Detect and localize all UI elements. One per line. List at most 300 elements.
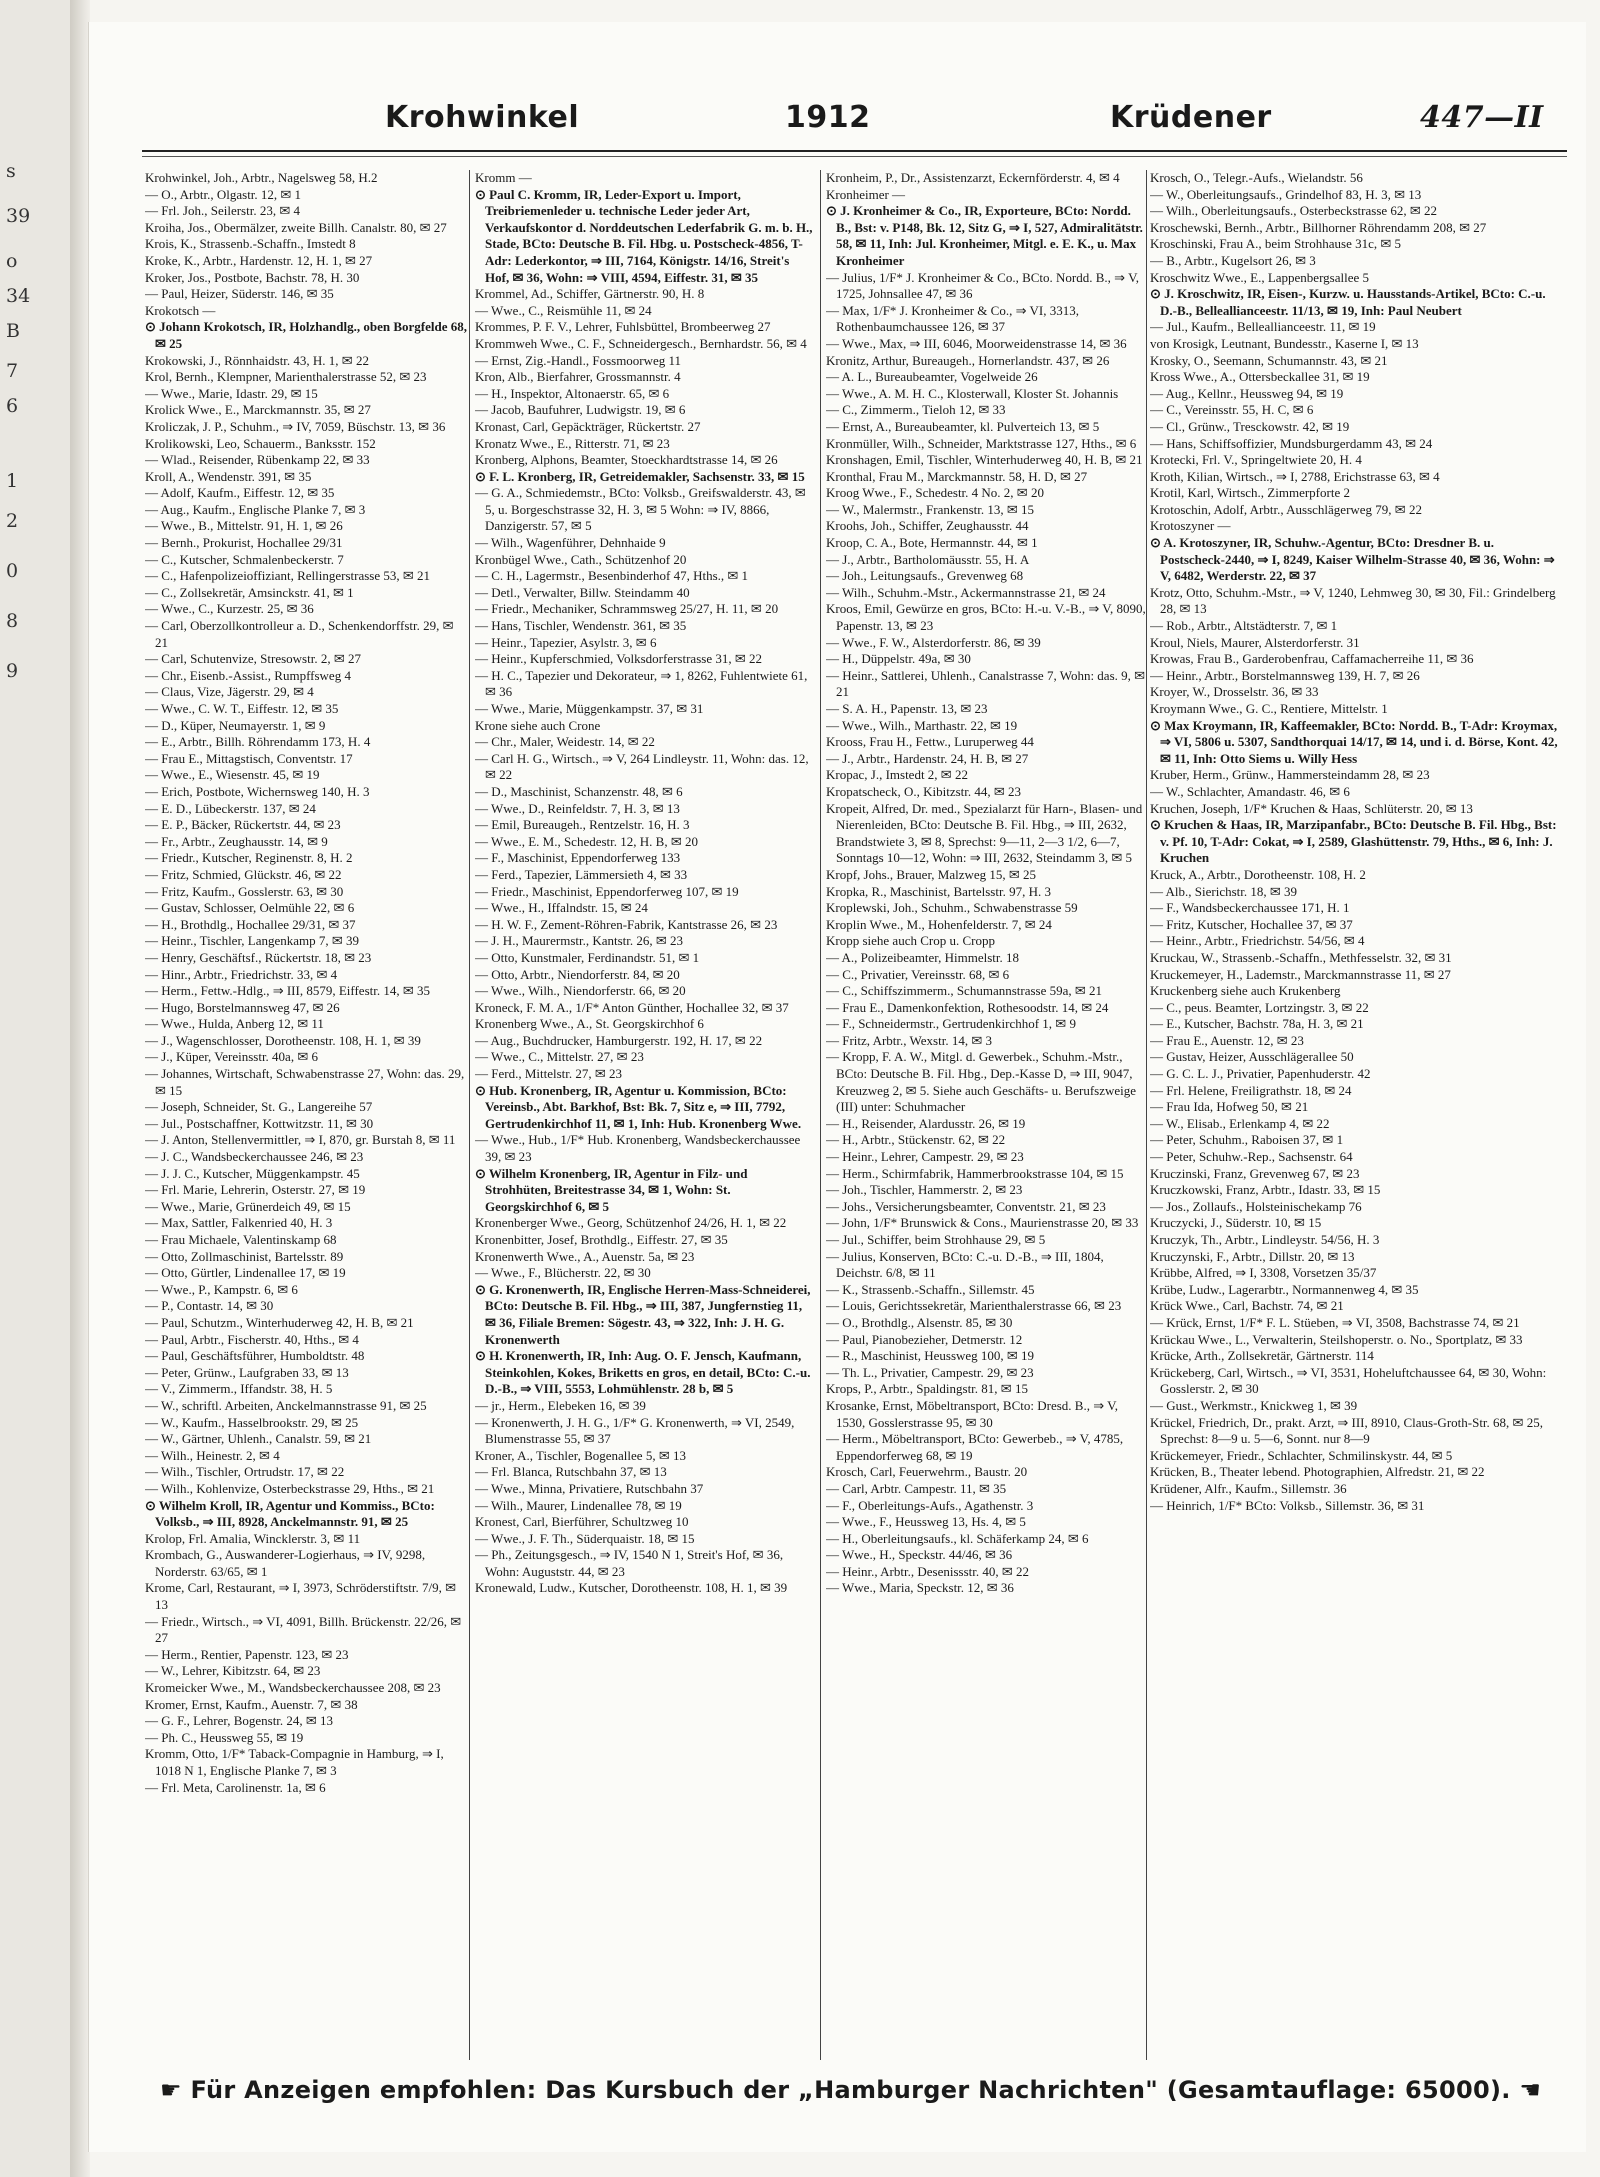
directory-entry: Kroop, C. A., Bote, Hermannstr. 44, ✉ 1 [826,535,1038,551]
directory-entry: — H., Reisender, Alardusstr. 26, ✉ 19 [826,1115,1026,1131]
directory-entry: — K., Strassenb.-Schaffn., Sillemstr. 45 [826,1281,1035,1297]
facing-page-fragment: 39 [6,205,31,227]
directory-entry: — Peter, Grünw., Laufgraben 33, ✉ 13 [145,1364,349,1380]
directory-entry: Kromer, Ernst, Kaufm., Auenstr. 7, ✉ 38 [145,1696,358,1712]
directory-entry: Kroschwitz Wwe., E., Lappenbergsallee 5 [1150,269,1370,285]
directory-entry: — Wwe., Hulda, Anberg 12, ✉ 11 [145,1016,324,1032]
directory-entry: — Wilh., Schuhm.-Mstr., Ackermannstrasse 21, ✉ 24 [826,584,1106,600]
directory-entry: Kronitz, Arthur, Bureaugeh., Hornerlandstr. 437, ✉ 26 [826,352,1110,368]
directory-entry: — Friedr., Mechaniker, Schrammsweg 25/27, H. 11, ✉ 20 [475,601,779,617]
directory-entry: — Wwe., J. F. Th., Süderquaistr. 18, ✉ 15 [475,1530,695,1546]
directory-entry: — Carl, Oberzollkontrolleur a. D., Schenkendorffstr. 29, ✉ 21 [145,618,454,650]
directory-entry: Kronberg, Alphons, Beamter, Stoeckhardtstrasse 14, ✉ 26 [475,452,778,468]
directory-entry: Kroneck, F. M. A., 1/F* Anton Günther, Hochallee 32, ✉ 37 [475,999,789,1015]
advertisement-footer [160,2076,1550,2116]
directory-entry: — Heinr., Arbtr., Desenissstr. 40, ✉ 22 [826,1563,1029,1579]
directory-entry: Kroke, K., Arbtr., Hardenstr. 12, H. 1, ✉ 27 [145,252,373,268]
directory-entry: Krückeberg, Carl, Wirtsch., ⇒ VI, 3531, Hoheluftchaussee 64, ✉ 30, Wohn: Gosslerstr. 2, ✉ 30 [1150,1364,1547,1397]
directory-entry: — Wwe., Marie, Grünerdeich 49, ✉ 15 [145,1198,351,1214]
directory-column-2 [475,170,815,2100]
directory-entry: — C., Zollsekretär, Amsinckstr. 41, ✉ 1 [145,584,354,600]
directory-entry: Kruckenberg siehe auch Krukenberg [1150,983,1341,999]
directory-entry: Krosch, Carl, Feuerwehrm., Baustr. 20 [826,1464,1028,1480]
directory-entry: — J. Anton, Stellenvermittler, ⇒ I, 870, gr. Burstah 8, ✉ 11 [145,1132,456,1148]
directory-entry: — Heinr., Arbtr., Borstelmannsweg 139, H. 7, ✉ 26 [1150,667,1420,683]
directory-entry: — H., Brothdlg., Hochallee 29/31, ✉ 37 [145,916,356,932]
directory-entry: — Gustav, Schlosser, Oelmühle 22, ✉ 6 [145,900,355,916]
directory-entry: — V., Zimmerm., Iffandstr. 38, H. 5 [145,1381,333,1397]
directory-entry: — G. A., Schmiedemstr., BCto: Volksb., Greifswalderstr. 43, ✉ 5, u. Borgeschstrasse 32, H. 3, ✉ 5 Wohn: ⇒ IV, 8866, Danzigerstr. 57, ✉ 5 [475,485,806,534]
directory-entry: Krokowski, J., Rönnhaidstr. 43, H. 1, ✉ 22 [145,352,369,368]
directory-entry: Kroliczak, J. P., Schuhm., ⇒ IV, 7059, Büschstr. 13, ✉ 36 [145,418,446,434]
directory-entry: — Otto, Arbtr., Niendorferstr. 84, ✉ 20 [475,966,680,982]
directory-entry: — F., Wandsbeckerchaussee 171, H. 1 [1150,900,1350,916]
directory-entry: — F., Oberleitungs-Aufs., Agathenstr. 3 [826,1497,1034,1513]
directory-entry: — Joseph, Schneider, St. G., Langereihe 57 [145,1099,373,1115]
directory-entry: Krolop, Frl. Amalia, Wincklerstr. 3, ✉ 11 [145,1530,361,1546]
directory-entry: — Fritz, Schmied, Glückstr. 46, ✉ 22 [145,866,342,882]
directory-entry: Kroymann Wwe., G. C., Rentiere, Mittelstr. 1 [1150,701,1388,716]
directory-entry: Kroschewski, Bernh., Arbtr., Billhorner Röhrendamm 208, ✉ 27 [1150,219,1487,235]
directory-entry: — Herm., Rentier, Papenstr. 123, ✉ 23 [145,1646,349,1662]
directory-entry: — E. P., Bäcker, Rückertstr. 44, ✉ 23 [145,817,341,833]
directory-column-4 [1150,170,1562,2100]
directory-entry: Kruckemeyer, H., Lademstr., Marckmannstrasse 11, ✉ 27 [1150,966,1451,982]
directory-entry: Kromm — [475,170,532,185]
directory-entry: ⊙ Wilhelm Kronenberg, IR, Agentur in Filz- und Strohhüten, Breitestrasse 34, ✉ 1, Wohn: St. Georgskirchhof 6, ✉ 5 [475,1165,748,1214]
directory-entry: — Wwe., C., Kurzestr. 25, ✉ 36 [145,601,314,617]
facing-page-fragment: o [6,250,18,272]
directory-entry: Kropka, R., Maschinist, Bartelsstr. 97, H. 3 [826,883,1051,899]
directory-entry: Kruczinski, Franz, Grevenweg 67, ✉ 23 [1150,1165,1360,1181]
directory-entry: Kroos, Emil, Gewürze en gros, BCto: H.-u. V.-B., ⇒ V, 8090, Papenstr. 13, ✉ 23 [826,601,1146,634]
directory-entry: — Claus, Vize, Jägerstr. 29, ✉ 4 [145,684,314,700]
header-first-entry: Krohwinkel [385,100,580,135]
directory-entry: Krohwinkel, Joh., Arbtr., Nagelsweg 58, H.2 [145,170,378,185]
directory-entry: — Paul, Arbtr., Fischerstr. 40, Hths., ✉ 4 [145,1331,359,1347]
directory-entry: — Otto, Kunstmaler, Ferdinandstr. 51, ✉ 1 [475,949,700,965]
directory-entry: — W., Malermstr., Frankenstr. 13, ✉ 15 [826,501,1035,517]
directory-entry: Krück Wwe., Carl, Bachstr. 74, ✉ 21 [1150,1298,1344,1314]
directory-entry: — Gustav, Heizer, Ausschlägerallee 50 [1150,1049,1354,1065]
directory-entry: — E. D., Lübeckerstr. 137, ✉ 24 [145,800,316,816]
directory-entry: — John, 1/F* Brunswick & Cons., Maurienstrasse 20, ✉ 33 [826,1215,1139,1231]
directory-entry: Kronshagen, Emil, Tischler, Winterhuderweg 40, H. B, ✉ 21 [826,452,1143,468]
directory-entry: Kron, Alb., Bierfahrer, Grossmannstr. 4 [475,369,681,385]
directory-entry: — Wwe., F., Blücherstr. 22, ✉ 30 [475,1265,651,1281]
directory-entry: — E., Arbtr., Billh. Röhrendamm 173, H. 4 [145,734,371,750]
directory-entry: — Rob., Arbtr., Altstädterstr. 7, ✉ 1 [1150,618,1338,634]
facing-page-fragment: B [6,320,20,342]
directory-entry: Kruckau, W., Strassenb.-Schaffn., Methfesselstr. 32, ✉ 31 [1150,949,1452,965]
directory-entry: — Friedr., Wirtsch., ⇒ VI, 4091, Billh. Brückenstr. 22/26, ✉ 27 [145,1613,462,1646]
directory-entry: — Wilh., Heinestr. 2, ✉ 4 [145,1447,280,1463]
directory-entry: — F., Schneidermstr., Gertrudenkirchhof 1, ✉ 9 [826,1016,1076,1032]
directory-entry: — Wwe., H., Iffalndstr. 15, ✉ 24 [475,900,648,916]
directory-entry: Kruczkowski, Franz, Arbtr., Idastr. 33, ✉ 15 [1150,1182,1381,1198]
directory-entry: — Henry, Geschäftsf., Rückertstr. 18, ✉ 23 [145,949,372,965]
directory-entry: — Frau Ida, Hofweg 50, ✉ 21 [1150,1099,1309,1115]
directory-column-3 [826,170,1146,2100]
directory-entry: Krois, K., Strassenb.-Schaffn., Imstedt 8 [145,236,356,252]
directory-entry: Kronthal, Frau M., Marckmannstr. 58, H. D, ✉ 27 [826,468,1088,484]
directory-entry: Kropac, J., Imstedt 2, ✉ 22 [826,767,968,783]
directory-entry: Krüdener, Alfr., Kaufm., Sillemstr. 36 [1150,1480,1347,1496]
pointing-hand-icon: ☛ [160,2076,182,2104]
directory-entry: Krübe, Ludw., Lagerarbtr., Normannenweg 4, ✉ 35 [1150,1281,1419,1297]
directory-entry: Kromm, Otto, 1/F* Taback-Compagnie in Hamburg, ⇒ I, 1018 N 1, Englische Planke 7, ✉ 3 [145,1746,444,1778]
directory-entry: Krokotsch — [145,302,216,318]
directory-entry: — Fritz, Arbtr., Wexstr. 14, ✉ 3 [826,1032,992,1048]
facing-page-fragment: 9 [6,660,19,682]
directory-entry: Kropf, Johs., Brauer, Malzweg 15, ✉ 25 [826,866,1037,882]
directory-entry: Kronest, Carl, Bierführer, Schultzweg 10 [475,1514,689,1530]
directory-entry: Krowas, Frau B., Garderobenfrau, Caffamacherreihe 11, ✉ 36 [1150,651,1474,667]
directory-entry: — Louis, Gerichtssekretär, Marienthalerstrasse 66, ✉ 23 [826,1298,1122,1314]
directory-entry: — Paul, Pianobezieher, Detmerstr. 12 [826,1331,1023,1347]
directory-entry: — W., Oberleitungsaufs., Grindelhof 83, H. 3, ✉ 13 [1150,186,1422,202]
directory-entry: — Detl., Verwalter, Billw. Steindamm 40 [475,584,690,600]
directory-entry: — Heinr., Lehrer, Campestr. 29, ✉ 23 [826,1149,1024,1165]
directory-entry: Kronatz Wwe., E., Ritterstr. 71, ✉ 23 [475,435,670,451]
directory-entry: — Ferd., Mittelstr. 27, ✉ 23 [475,1066,623,1082]
page-header [135,100,1580,146]
directory-entry: — Wilh., Wagenführer, Dehnhaide 9 [475,535,666,551]
directory-entry: — Bernh., Prokurist, Hochallee 29/31 [145,535,343,551]
directory-entry: — Frau E., Mittagstisch, Conventstr. 17 [145,750,353,766]
directory-entry: — J. H., Maurermstr., Kantstr. 26, ✉ 23 [475,933,684,949]
directory-entry: — J., Arbtr., Bartholomäusstr. 55, H. A [826,551,1030,567]
directory-entry: — Frau E., Damenkonfektion, Rothesoodstr. 14, ✉ 24 [826,999,1109,1015]
previous-page-edge [0,0,70,2177]
directory-entry: Kroschinski, Frau A., beim Strohhause 31c, ✉ 5 [1150,236,1402,252]
directory-entry: ⊙ Hub. Kronenberg, IR, Agentur u. Kommission, BCto: Vereinsb., Abt. Barkhof, Bst: Bk. 7, Sitz e, ⇒ III, 7792, Gertrudenkirchhof 11, ✉ 1, Inh: Hub. Kronenberg Wwe. [475,1082,802,1131]
directory-entry: Krosanke, Ernst, Möbeltransport, BCto: Dresd. B., ⇒ V, 1530, Gosslerstrasse 95, ✉ 30 [826,1397,1119,1430]
directory-entry: — W., Lehrer, Kibitzstr. 64, ✉ 23 [145,1663,321,1679]
directory-entry: — H., Arbtr., Stückenstr. 62, ✉ 22 [826,1132,1006,1148]
directory-entry: — G. C. L. J., Privatier, Papenhuderstr. 42 [1150,1066,1371,1082]
directory-entry: — Ph., Zeitungsgesch., ⇒ IV, 1540 N 1, Streit's Hof, ✉ 36, Wohn: Auguststr. 44, ✉ 23 [475,1547,784,1579]
column-divider [1146,170,1147,2060]
directory-entry: — Aug., Kaufm., Englische Planke 7, ✉ 3 [145,501,366,517]
directory-entry: — Max, 1/F* J. Kronheimer & Co., ⇒ VI, 3313, Rothenbaumchaussee 126, ✉ 37 [826,302,1079,335]
directory-entry: ⊙ J. Kronheimer & Co., IR, Exporteure, BCto: Nordd. B., Bst: v. P148, Bk. 12, Sitz G, ⇒ I, 527, Admiralitätstr. 58, ✉ 11, Inh: Jul. Kronheimer, Mitgl. e. E. K., u. Max Kronheimer [826,203,1143,268]
directory-entry: — Wwe., Wilh., Niendorferstr. 66, ✉ 20 [475,983,686,999]
directory-entry: ⊙ H. Kronenwerth, IR, Inh: Aug. O. F. Jensch, Kaufmann, Steinkohlen, Kokes, Briketts en gros, en detail, BCto: C.-u. D.-B., ⇒ VIII, 5553, Lohmühlenstr. 28 b, ✉ 5 [475,1348,811,1397]
directory-entry: — Wwe., D., Reinfeldstr. 7, H. 3, ✉ 13 [475,800,680,816]
directory-entry: — A. L., Bureaubeamter, Vogelweide 26 [826,369,1038,385]
directory-entry: — Julius, 1/F* J. Kronheimer & Co., BCto. Nordd. B., ⇒ V, 1725, Johnsallee 47, ✉ 36 [826,269,1140,302]
header-rule [142,150,1567,152]
directory-entry: Krotecki, Frl. V., Springeltwiete 20, H. 4 [1150,452,1362,468]
directory-entry: — W., Schlachter, Amandastr. 46, ✉ 6 [1150,783,1350,799]
facing-page-fragment: 7 [6,360,19,382]
directory-entry: Krommes, P. F. V., Lehrer, Fuhlsbüttel, Brombeerweg 27 [475,319,771,335]
directory-entry: Kropp siehe auch Crop u. Cropp [826,933,995,949]
directory-entry: Krotil, Karl, Wirtsch., Zimmerpforte 2 [1150,485,1350,501]
directory-entry: — jr., Herm., Elebeken 16, ✉ 39 [475,1397,646,1413]
directory-entry: — Heinr., Tapezier, Asylstr. 3, ✉ 6 [475,634,657,650]
directory-entry: Krol, Bernh., Klempner, Marienthalerstrasse 52, ✉ 23 [145,369,427,385]
facing-page-fragment: 8 [6,610,19,632]
directory-entry: Kroog Wwe., F., Schedestr. 4 No. 2, ✉ 20 [826,485,1044,501]
directory-entry: — Wwe., Marie, Idastr. 29, ✉ 15 [145,385,318,401]
directory-entry: — Wwe., Hub., 1/F* Hub. Kronenberg, Wandsbeckerchaussee 39, ✉ 23 [475,1132,801,1165]
directory-entry: — Ernst, A., Bureaubeamter, kl. Pulverteich 13, ✉ 5 [826,418,1100,434]
directory-entry: — Herm., Fettw.-Hdlg., ⇒ III, 8579, Eiffestr. 14, ✉ 35 [145,983,430,999]
directory-entry: Kroner, A., Tischler, Bogenallee 5, ✉ 13 [475,1447,686,1463]
directory-entry: — P., Contastr. 14, ✉ 30 [145,1298,274,1314]
directory-entry: — Hugo, Borstelmannsweg 47, ✉ 26 [145,999,340,1015]
directory-entry: — Johannes, Wirtschaft, Schwabenstrasse 27, Wohn: das. 29, ✉ 15 [145,1066,465,1098]
directory-entry: — Emil, Bureaugeh., Rentzelstr. 16, H. 3 [475,817,690,833]
directory-entry: Krone siehe auch Crone [475,717,601,733]
directory-entry: — Friedr., Maschinist, Eppendorferweg 107, ✉ 19 [475,883,739,899]
directory-entry: — Carl H. G., Wirtsch., ⇒ V, 264 Lindleystr. 11, Wohn: das. 12, ✉ 22 [475,750,809,783]
directory-entry: Krombach, G., Auswanderer-Logierhaus, ⇒ IV, 9298, Norderstr. 63/65, ✉ 1 [145,1547,426,1579]
directory-entry: — Frl. Marie, Lehrerin, Osterstr. 27, ✉ 19 [145,1182,366,1198]
directory-entry: — Ph. C., Heussweg 55, ✉ 19 [145,1729,304,1745]
directory-entry: Kruck, A., Arbtr., Dorotheenstr. 108, H. 2 [1150,866,1366,882]
directory-entry: ⊙ J. Kroschwitz, IR, Eisen-, Kurzw. u. Hausstands-Artikel, BCto: C.-u. D.-B., Belleallianceestr. 11/13, ✉ 19, Inh: Paul Neubert [1150,286,1546,318]
directory-entry: — Heinr., Arbtr., Friedrichstr. 54/56, ✉ 4 [1150,933,1365,949]
directory-entry: — Julius, Konserven, BCto: C.-u. D.-B., ⇒ III, 1804, Deichstr. 6/8, ✉ 11 [826,1248,1104,1281]
directory-entry: — Herm., Möbeltransport, BCto: Gewerbeb., ⇒ V, 4785, Eppendorferweg 68, ✉ 19 [826,1431,1124,1463]
directory-entry: Krolick Wwe., E., Marckmannstr. 35, ✉ 27 [145,402,371,418]
directory-entry: — Max, Sattler, Falkenried 40, H. 3 [145,1215,333,1231]
directory-entry: — J., Küper, Vereinsstr. 40a, ✉ 6 [145,1049,318,1065]
directory-entry: — Adolf, Kaufm., Eiffestr. 12, ✉ 35 [145,485,335,501]
directory-entry: ⊙ Max Kroymann, IR, Kaffeemakler, BCto: Nordd. B., T-Adr: Kroymax, ⇒ VI, 5806 u. 5307, Sandthorquai 14/17, ✉ 14, und i. d. Börse, Kont. 42, ✉ 11, Inh: Otto Siems u. Willy Hess [1150,717,1558,766]
header-rule-thin [142,156,1567,157]
directory-entry: Kronewald, Ludw., Kutscher, Dorotheenstr. 108, H. 1, ✉ 39 [475,1580,788,1596]
directory-entry: ⊙ Kruchen & Haas, IR, Marzipanfabr., BCto: Deutsche B. Fil. Hbg., Bst: v. Pf. 10, T-Adr: Cokat, ⇒ I, 2589, Glashüttenstr. 79, Hths., ✉ 6, Inh: J. Kruchen [1150,817,1557,866]
directory-entry: — Jul., Schiffer, beim Strohhause 29, ✉ 5 [826,1232,1046,1247]
directory-entry: ⊙ Paul C. Kromm, IR, Leder-Export u. Import, Treibriemenleder u. technische Leder jeder Art, Verkaufskontor d. Norddeutschen Lederfabrik G. m. b. H., Stade, BCto: Deutsche B. Fil. Hbg. u. Postscheck-4856, T-Adr: Lederkontor, ⇒ III, 7164, Königstr. 14/16, Streit's Hof, ✉ 36, Wohn: ⇒ VIII, 4594, Eiffestr. 31, ✉ 35 [475,186,813,285]
directory-entry: — A., Polizeibeamter, Himmelstr. 18 [826,949,1020,965]
facing-page-fragment: 34 [6,285,31,307]
directory-entry: — Frau E., Auenstr. 12, ✉ 23 [1150,1032,1304,1048]
directory-entry: — C., Kutscher, Schmalenbeckerstr. 7 [145,551,344,567]
directory-entry: — J., Wagenschlosser, Dorotheenstr. 108, H. 1, ✉ 39 [145,1032,421,1048]
directory-entry: — Wilh., Kohlenvize, Osterbeckstrasse 29, Hths., ✉ 21 [145,1480,435,1496]
directory-entry: — Wwe., P., Kampstr. 6, ✉ 6 [145,1281,298,1297]
directory-entry: — Wwe., Minna, Privatiere, Rutschbahn 37 [475,1480,704,1496]
directory-entry: Kroll, A., Wendenstr. 391, ✉ 35 [145,468,312,484]
facing-page-fragment: 6 [6,395,19,417]
directory-entry: — Otto, Gürtler, Lindenallee 17, ✉ 19 [145,1265,346,1281]
directory-entry: — C., Hafenpolizeioffiziant, Rellingerstrasse 53, ✉ 21 [145,568,431,584]
directory-entry: ⊙ Wilhelm Kroll, IR, Agentur und Kommiss., BCto: Volksb., ⇒ III, 8928, Anckelmannstr. 91, ✉ 25 [145,1497,435,1530]
page-number: 447—II [1420,100,1544,135]
directory-entry: Kronheimer — [826,186,906,202]
directory-entry: Krückau Wwe., L., Verwalterin, Steilshoperstr. o. No., Sportplatz, ✉ 33 [1150,1331,1523,1347]
directory-entry: ⊙ Johann Krokotsch, IR, Holzhandlg., oben Borgfelde 68, ✉ 25 [145,319,467,351]
directory-entry: Krotoschin, Adolf, Arbtr., Ausschlägerweg 79, ✉ 22 [1150,501,1422,517]
directory-entry: — Paul, Heizer, Süderstr. 146, ✉ 35 [145,286,334,302]
directory-entry: — Wwe., Marie, Müggenkampstr. 37, ✉ 31 [475,701,704,716]
directory-entry: — Otto, Zollmaschinist, Bartelsstr. 89 [145,1248,344,1264]
directory-entry: — Friedr., Kutscher, Reginenstr. 8, H. 2 [145,850,353,866]
directory-entry: Krücken, B., Theater lebend. Photographien, Alfredstr. 21, ✉ 22 [1150,1464,1485,1480]
directory-entry: Krome, Carl, Restaurant, ⇒ I, 3973, Schröderstiftstr. 7/9, ✉ 13 [145,1580,456,1613]
directory-entry: Krolikowski, Leo, Schauerm., Banksstr. 152 [145,435,376,451]
directory-entry: — Erich, Postbote, Wichernsweg 140, H. 3 [145,783,370,799]
directory-entry: — Frl. Helene, Freiligrathstr. 18, ✉ 24 [1150,1082,1352,1098]
directory-entry: Kronenwerth Wwe., A., Auenstr. 5a, ✉ 23 [475,1248,695,1264]
directory-entry: Kross Wwe., A., Ottersbeckallee 31, ✉ 19 [1150,369,1370,385]
directory-entry: — O., Brothdlg., Alsenstr. 85, ✉ 30 [826,1314,1013,1330]
directory-entry: — Wwe., A. M. H. C., Klosterwall, Kloster St. Johannis [826,385,1119,401]
directory-entry: — Cl., Grünw., Tresckowstr. 42, ✉ 19 [1150,418,1350,434]
directory-entry: — S. A. H., Papenstr. 13, ✉ 23 [826,701,988,716]
directory-entry: — Paul, Schutzm., Winterhuderweg 42, H. B, ✉ 21 [145,1314,414,1330]
directory-entry: — D., Maschinist, Schanzenstr. 48, ✉ 6 [475,783,683,799]
directory-entry: — Fritz, Kaufm., Gosslerstr. 63, ✉ 30 [145,883,344,899]
pointing-hand-icon: ☚ [1519,2076,1542,2104]
directory-entry: — J. C., Wandsbeckerchaussee 246, ✉ 23 [145,1149,364,1165]
directory-entry: — Jul., Kaufm., Belleallianceestr. 11, ✉ 19 [1150,319,1376,335]
directory-entry: — Jul., Postschaffner, Kottwitzstr. 11, ✉ 30 [145,1115,374,1131]
directory-entry: — Wwe., C. W. T., Eiffestr. 12, ✉ 35 [145,701,339,716]
directory-entry: — Johs., Versicherungsbeamter, Conventstr. 21, ✉ 23 [826,1198,1106,1214]
directory-entry: Kroplewski, Joh., Schuhm., Schwabenstrasse 59 [826,900,1078,916]
directory-entry: Krotoszyner — [1150,518,1231,534]
directory-entry: — G. F., Lehrer, Bogenstr. 24, ✉ 13 [145,1713,334,1729]
directory-entry: — O., Arbtr., Olgastr. 12, ✉ 1 [145,186,302,202]
directory-entry: Kronbügel Wwe., Cath., Schützenhof 20 [475,551,687,567]
directory-entry: — Frl. Joh., Seilerstr. 23, ✉ 4 [145,203,300,219]
directory-entry: — C., Privatier, Vereinsstr. 68, ✉ 6 [826,966,1010,982]
directory-entry: — C., Vereinsstr. 55, H. C, ✉ 6 [1150,402,1314,418]
directory-entry: Kronheim, P., Dr., Assistenzarzt, Eckernförderstr. 4, ✉ 4 [826,170,1120,185]
directory-entry: — Frl. Blanca, Rutschbahn 37, ✉ 13 [475,1464,667,1480]
directory-entry: — C., Zimmerm., Tieloh 12, ✉ 33 [826,402,1006,418]
directory-entry: — Alb., Sierichstr. 18, ✉ 39 [1150,883,1298,899]
directory-entry: Krückel, Friedrich, Dr., prakt. Arzt, ⇒ III, 8910, Claus-Groth-Str. 68, ✉ 25, Sprechst: 8—9 u. 5—6, Sonnt. nur 8—9 [1150,1414,1543,1447]
facing-page-fragment: 2 [6,510,19,532]
directory-entry: — Peter, Schuhm., Raboisen 37, ✉ 1 [1150,1132,1344,1148]
directory-entry: — J. J. C., Kutscher, Müggenkampstr. 45 [145,1165,360,1181]
directory-entry: — W., Gärtner, Uhlenh., Canalstr. 59, ✉ 21 [145,1431,372,1447]
directory-entry: — Krück, Ernst, 1/F* F. L. Stüeben, ⇒ VI, 3508, Bachstrasse 74, ✉ 21 [1150,1314,1520,1330]
directory-entry: Krooss, Frau H., Fettw., Luruperweg 44 [826,734,1034,750]
directory-entry: Krops, P., Arbtr., Spaldingstr. 81, ✉ 15 [826,1381,1028,1397]
directory-entry: — C., Schiffszimmerm., Schumannstrasse 59a, ✉ 21 [826,983,1103,999]
directory-entry: — Wilh., Oberleitungsaufs., Osterbeckstrasse 62, ✉ 22 [1150,203,1438,219]
directory-entry: — W., Kaufm., Hasselbrookstr. 29, ✉ 25 [145,1414,359,1430]
directory-entry: — Wwe., E. M., Schedestr. 12, H. B, ✉ 20 [475,833,698,849]
directory-entry: Kroplin Wwe., M., Hohenfelderstr. 7, ✉ 24 [826,916,1052,932]
directory-entry: Krübbe, Alfred, ⇒ I, 3308, Vorsetzen 35/37 [1150,1265,1377,1281]
directory-entry: Kronenberg Wwe., A., St. Georgskirchhof 6 [475,1016,704,1032]
directory-entry: — Wwe., Wilh., Marthastr. 22, ✉ 19 [826,717,1018,733]
directory-entry: — Hans, Tischler, Wendenstr. 361, ✉ 35 [475,618,687,634]
directory-entry: — Wwe., B., Mittelstr. 91, H. 1, ✉ 26 [145,518,343,534]
directory-entry: — Chr., Maler, Weidestr. 14, ✉ 22 [475,734,655,750]
directory-entry: Kruczynski, F., Arbtr., Dillstr. 20, ✉ 13 [1150,1248,1355,1264]
directory-entry: — Joh., Tischler, Hammerstr. 2, ✉ 23 [826,1182,1023,1198]
directory-entry: — Hinr., Arbtr., Friedrichstr. 33, ✉ 4 [145,966,338,982]
directory-entry: Kruczycki, J., Süderstr. 10, ✉ 15 [1150,1215,1322,1231]
directory-entry: Kruczyk, Th., Arbtr., Lindleystr. 54/56, H. 3 [1150,1232,1380,1247]
directory-entry: — Heinr., Tischler, Langenkamp 7, ✉ 39 [145,933,360,949]
directory-entry: ⊙ A. Krotoszyner, IR, Schuhw.-Agentur, BCto: Dresdner B. u. Postscheck-2440, ⇒ I, 8249, Kaiser Wilhelm-Strasse 40, ✉ 36, Wohn: ⇒ V, 6482, Werderstr. 22, ✉ 37 [1150,535,1555,584]
column-divider [820,170,821,2060]
directory-entry: — Fr., Arbtr., Zeughausstr. 14, ✉ 9 [145,833,328,849]
directory-entry: Kroker, Jos., Postbote, Bachstr. 78, H. 30 [145,269,360,285]
directory-entry: — H., Düppelstr. 49a, ✉ 30 [826,651,971,667]
directory-entry: Kroul, Niels, Maurer, Alsterdorferstr. 31 [1150,634,1360,650]
column-divider [469,170,470,2060]
header-last-entry: Krüdener [1110,100,1272,135]
directory-entry: — Paul, Geschäftsführer, Humboldtstr. 48 [145,1348,365,1364]
directory-entry: — D., Küper, Neumayerstr. 1, ✉ 9 [145,717,326,733]
directory-entry: — W., Elisab., Erlenkamp 4, ✉ 22 [1150,1115,1330,1131]
directory-entry: — Carl, Arbtr. Campestr. 11, ✉ 35 [826,1480,1007,1496]
directory-entry: Krommweh Wwe., C. F., Schneidergesch., Bernhardstr. 56, ✉ 4 [475,335,807,351]
directory-entry: — Wlad., Reisender, Rübenkamp 22, ✉ 33 [145,452,370,468]
directory-entry: — J., Arbtr., Hardenstr. 24, H. B, ✉ 27 [826,750,1029,766]
directory-entry: — Heinrich, 1/F* BCto: Volksb., Sillemstr. 36, ✉ 31 [1150,1497,1425,1513]
directory-entry: — C. H., Lagermstr., Besenbinderhof 47, Hths., ✉ 1 [475,568,749,584]
directory-entry: — Gust., Werkmstr., Knickweg 1, ✉ 39 [1150,1397,1358,1413]
directory-entry: — Wwe., F. W., Alsterdorferstr. 86, ✉ 39 [826,634,1041,650]
directory-entry: Krückemeyer, Friedr., Schlachter, Schmilinskystr. 44, ✉ 5 [1150,1447,1453,1463]
directory-column-1 [145,170,467,2100]
footer-text: Für Anzeigen empfohlen: Das Kursbuch der „Hamburger Nachrichten" (Gesamtauflage: 65000). [190,2076,1511,2104]
directory-entry: Kroiha, Jos., Obermälzer, zweite Billh. Canalstr. 80, ✉ 27 [145,219,447,235]
directory-entry: — Ferd., Tapezier, Lämmersieth 4, ✉ 33 [475,866,688,882]
directory-entry: — Kronenwerth, J. H. G., 1/F* G. Kronenwerth, ⇒ VI, 2549, Blumenstrasse 55, ✉ 37 [475,1414,795,1447]
directory-entry: — R., Maschinist, Heussweg 100, ✉ 19 [826,1348,1035,1364]
directory-entry: Kruber, Herm., Grünw., Hammersteindamm 28, ✉ 23 [1150,767,1430,783]
directory-entry: — Heinr., Kupferschmied, Volksdorferstrasse 31, ✉ 22 [475,651,762,667]
directory-entry: — Chr., Eisenb.-Assist., Rumpffsweg 4 [145,667,351,683]
directory-entry: — H. C., Tapezier und Dekorateur, ⇒ 1, 8262, Fuhlentwiete 61, ✉ 36 [475,667,808,700]
directory-entry: — Frau Michaele, Valentinskamp 68 [145,1232,337,1247]
directory-entry: — Peter, Schuhw.-Rep., Sachsenstr. 64 [1150,1149,1353,1165]
directory-entry: — W., schriftl. Arbeiten, Anckelmannstrasse 91, ✉ 25 [145,1397,427,1413]
directory-entry: — B., Arbtr., Kugelsort 26, ✉ 3 [1150,252,1316,268]
directory-entry: — Joh., Leitungsaufs., Grevenweg 68 [826,568,1024,584]
directory-entry: — Carl, Schutenvize, Stresowstr. 2, ✉ 27 [145,651,361,667]
directory-entry: — Aug., Kellnr., Heussweg 94, ✉ 19 [1150,385,1344,401]
directory-entry: — Jos., Zollaufs., Holsteinischekamp 76 [1150,1198,1362,1214]
facing-page-fragment: 1 [6,470,19,492]
directory-entry: Krosky, O., Seemann, Schumannstr. 43, ✉ 21 [1150,352,1388,368]
directory-entry: — Wwe., E., Wiesenstr. 45, ✉ 19 [145,767,320,783]
directory-entry: Krommel, Ad., Schiffer, Gärtnerstr. 90, H. 8 [475,286,705,302]
directory-entry: — Wwe., C., Mittelstr. 27, ✉ 23 [475,1049,644,1065]
directory-entry: Kronenbitter, Josef, Brothdlg., Eiffestr. 27, ✉ 35 [475,1232,728,1247]
directory-entry: — Wilh., Maurer, Lindenallee 78, ✉ 19 [475,1497,682,1513]
directory-entry: Kromeicker Wwe., M., Wandsbeckerchaussee 208, ✉ 23 [145,1680,441,1696]
directory-entry: Kropeit, Alfred, Dr. med., Spezialarzt für Harn-, Blasen- und Nierenleiden, BCto: Deutsche B. Fil. Hbg., ⇒ III, 2632, Brandstwiete 3, ✉ 8, Sprechst: 9—11, 2—3 1/2, 6—7, Sonntags 10—12, Wohn: ⇒ III, 2632, Steindamm 3, ✉ 5 [826,800,1143,866]
directory-entry: Kronast, Carl, Gepäckträger, Rückertstr. 27 [475,418,701,434]
directory-entry: — Kropp, F. A. W., Mitgl. d. Gewerbek., Schuhm.-Mstr., BCto: Deutsche B. Fil. Hbg., Dep.-Kasse D, ⇒ III, 9047, Kreuzweg 2, ✉ 5. Siehe auch Geschäfts- u. Berufszweige (III) unter: Schuhmacher [826,1049,1137,1115]
directory-entry: — Ernst, Zig.-Handl., Fossmoorweg 11 [475,352,682,368]
directory-entry: von Krosigk, Leutnant, Bundesstr., Kaserne I, ✉ 13 [1150,335,1419,351]
directory-entry: — E., Kutscher, Bachstr. 78a, H. 3, ✉ 21 [1150,1016,1364,1032]
directory-entry: — Wilh., Tischler, Ortrudstr. 17, ✉ 22 [145,1464,345,1480]
directory-entry: ⊙ F. L. Kronberg, IR, Getreidemakler, Sachsenstr. 33, ✉ 15 [475,468,805,484]
directory-entry: Krücke, Arth., Zollsekretär, Gärtnerstr. 114 [1150,1348,1374,1364]
directory-entry: — H. W. F., Zement-Röhren-Fabrik, Kantstrasse 26, ✉ 23 [475,916,778,932]
directory-entry: — Wwe., C., Reismühle 11, ✉ 24 [475,302,652,318]
directory-entry: — Frl. Meta, Carolinenstr. 1a, ✉ 6 [145,1779,326,1795]
directory-entry: ⊙ G. Kronenwerth, IR, Englische Herren-Mass-Schneiderei, BCto: Deutsche B. Fil. Hbg., ⇒ III, 387, Jungfernstieg 11, ✉ 36, Filiale Bremen: Sögestr. 43, ⇒ 322, Inh: J. H. G. Kronenwerth [475,1281,811,1347]
